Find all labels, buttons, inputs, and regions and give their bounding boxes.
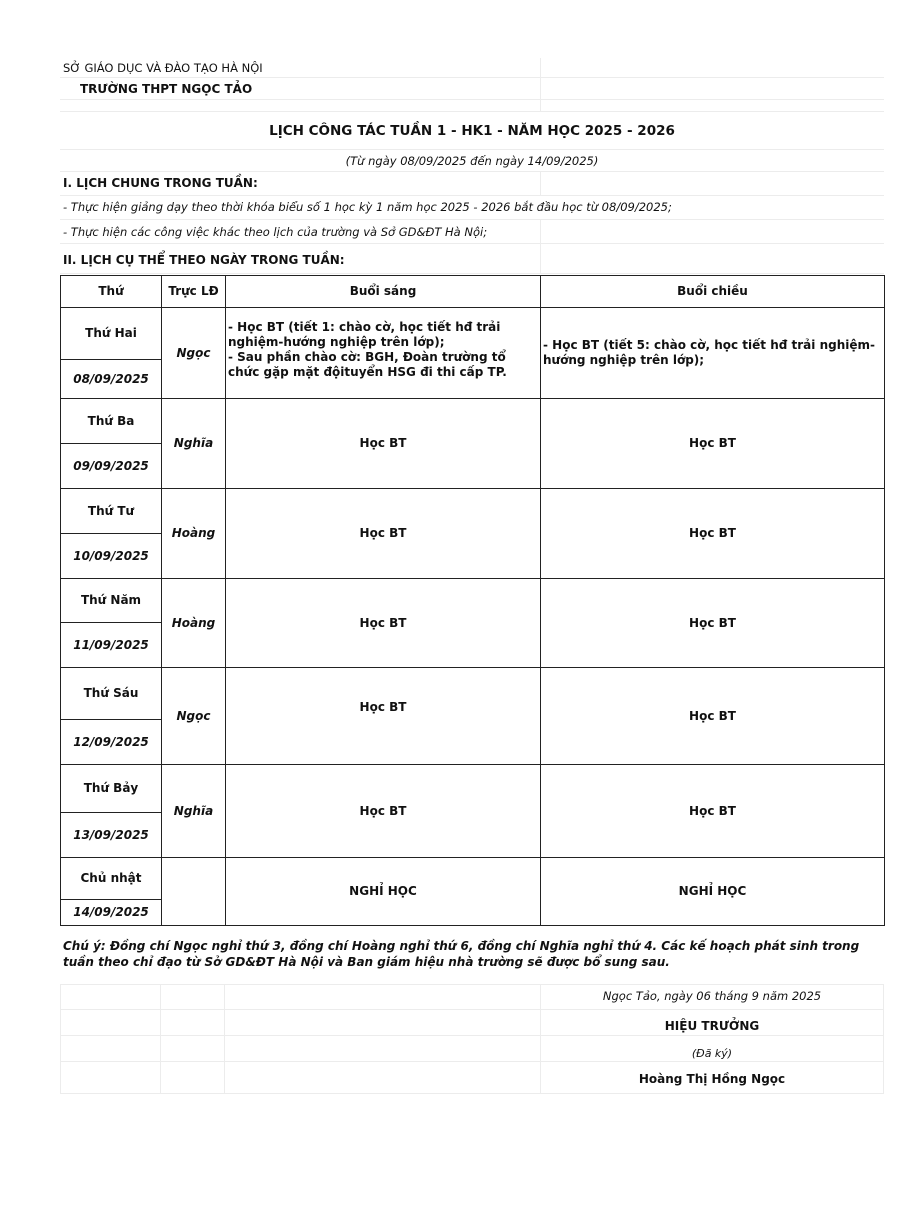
afternoon-schedule: Học BT [541, 579, 885, 668]
duty-officer: Nghĩa [162, 765, 226, 858]
day-date: 10/09/2025 [61, 534, 162, 579]
note [63, 938, 881, 970]
morning-schedule: NGHỈ HỌC [226, 858, 541, 926]
table-row [61, 399, 885, 444]
afternoon-schedule: Học BT [541, 489, 885, 579]
day-name: Thứ Sáu [61, 668, 162, 720]
schedule-line: chức gặp mặt độituyển HSG đi thi cấp TP. [228, 365, 507, 379]
day-name: Thứ Tư [61, 489, 162, 534]
signed-mark: (Đã ký) [691, 1047, 733, 1060]
duty-officer: Ngọc [162, 668, 226, 765]
day-name: Chủ nhật [61, 858, 162, 900]
place-date: Ngọc Tảo, ngày 06 tháng 9 năm 2025 [602, 989, 822, 1003]
table-header-row [61, 276, 885, 308]
morning-schedule: Học BT [226, 399, 541, 489]
page-title: LỊCH CÔNG TÁC TUẦN 1 - HK1 - NĂM HỌC 2025 - 2026 [269, 123, 675, 139]
day-date: 08/09/2025 [61, 360, 162, 399]
school-name: TRƯỜNG THPT NGỌC TẢO [80, 82, 253, 96]
afternoon-schedule [541, 308, 885, 399]
afternoon-schedule: Học BT [541, 399, 885, 489]
day-name: Thứ Bảy [61, 765, 162, 813]
note-line: tuần theo chỉ đạo từ Sở GD&ĐT Hà Nội và Ban giám hiệu nhà trường sẽ được bổ sung sau. [63, 955, 670, 969]
signer-position: HIỆU TRƯỞNG [664, 1019, 760, 1033]
day-date: 09/09/2025 [61, 444, 162, 489]
day-date: 13/09/2025 [61, 813, 162, 858]
general-item: - Thực hiện giảng dạy theo thời khóa biểu số 1 học kỳ 1 năm học 2025 - 2026 bắt đầu học từ 08/09/2025; [63, 200, 672, 214]
schedule-line: hướng nghiệp trên lớp); [543, 353, 705, 367]
afternoon-schedule: Học BT [541, 765, 885, 858]
column-header-duty: Trực LĐ [162, 276, 226, 308]
general-item: - Thực hiện các công việc khác theo lịch của trường và Sở GD&ĐT Hà Nội; [63, 225, 488, 239]
day-date: 14/09/2025 [61, 900, 162, 926]
morning-schedule [226, 308, 541, 399]
table-row [61, 668, 885, 720]
afternoon-schedule: Học BT [541, 668, 885, 765]
morning-schedule: Học BT [226, 489, 541, 579]
date-range: (Từ ngày 08/09/2025 đến ngày 14/09/2025) [345, 154, 599, 168]
column-header-morning: Buổi sáng [226, 276, 541, 308]
department-name: SỞ GIÁO DỤC VÀ ĐÀO TẠO HÀ NỘI [63, 61, 263, 75]
duty-officer: Nghĩa [162, 399, 226, 489]
table-row [61, 858, 885, 900]
duty-officer: Hoàng [162, 579, 226, 668]
duty-officer: Ngọc [162, 308, 226, 399]
duty-officer [162, 858, 226, 926]
afternoon-schedule: NGHỈ HỌC [541, 858, 885, 926]
signer-name: Hoàng Thị Hồng Ngọc [638, 1072, 786, 1086]
schedule-line: - Học BT (tiết 1: chào cờ, học tiết hđ trải [228, 320, 501, 334]
day-name: Thứ Hai [61, 308, 162, 360]
table-row [61, 765, 885, 813]
note-line: Chú ý: Đồng chí Ngọc nghỉ thứ 3, đồng chí Hoàng nghỉ thứ 6, đồng chí Nghĩa nghỉ thứ 4. Các kế hoạch phát sinh trong [63, 939, 860, 953]
table-row [61, 308, 885, 360]
schedule-line: - Học BT (tiết 5: chào cờ, học tiết hđ trải nghiệm- [543, 338, 875, 352]
schedule-line: - Sau phần chào cờ: BGH, Đoàn trường tổ [228, 350, 506, 364]
general-heading: I. LỊCH CHUNG TRONG TUẦN: [63, 176, 258, 190]
day-name: Thứ Ba [61, 399, 162, 444]
day-date: 12/09/2025 [61, 720, 162, 765]
day-date: 11/09/2025 [61, 623, 162, 668]
grid-row [60, 100, 884, 112]
schedule-line: nghiệm-hướng nghiệp trên lớp); [228, 335, 445, 349]
morning-schedule: Học BT [226, 668, 541, 765]
table-row [61, 489, 885, 534]
duty-officer: Hoàng [162, 489, 226, 579]
day-name: Thứ Năm [61, 579, 162, 623]
specific-heading: II. LỊCH CỤ THỂ THEO NGÀY TRONG TUẦN: [63, 253, 345, 267]
table-row [61, 579, 885, 623]
morning-schedule: Học BT [226, 579, 541, 668]
schedule-table [60, 275, 885, 926]
column-header-day: Thứ [61, 276, 162, 308]
morning-schedule: Học BT [226, 765, 541, 858]
column-header-afternoon: Buổi chiều [541, 276, 885, 308]
